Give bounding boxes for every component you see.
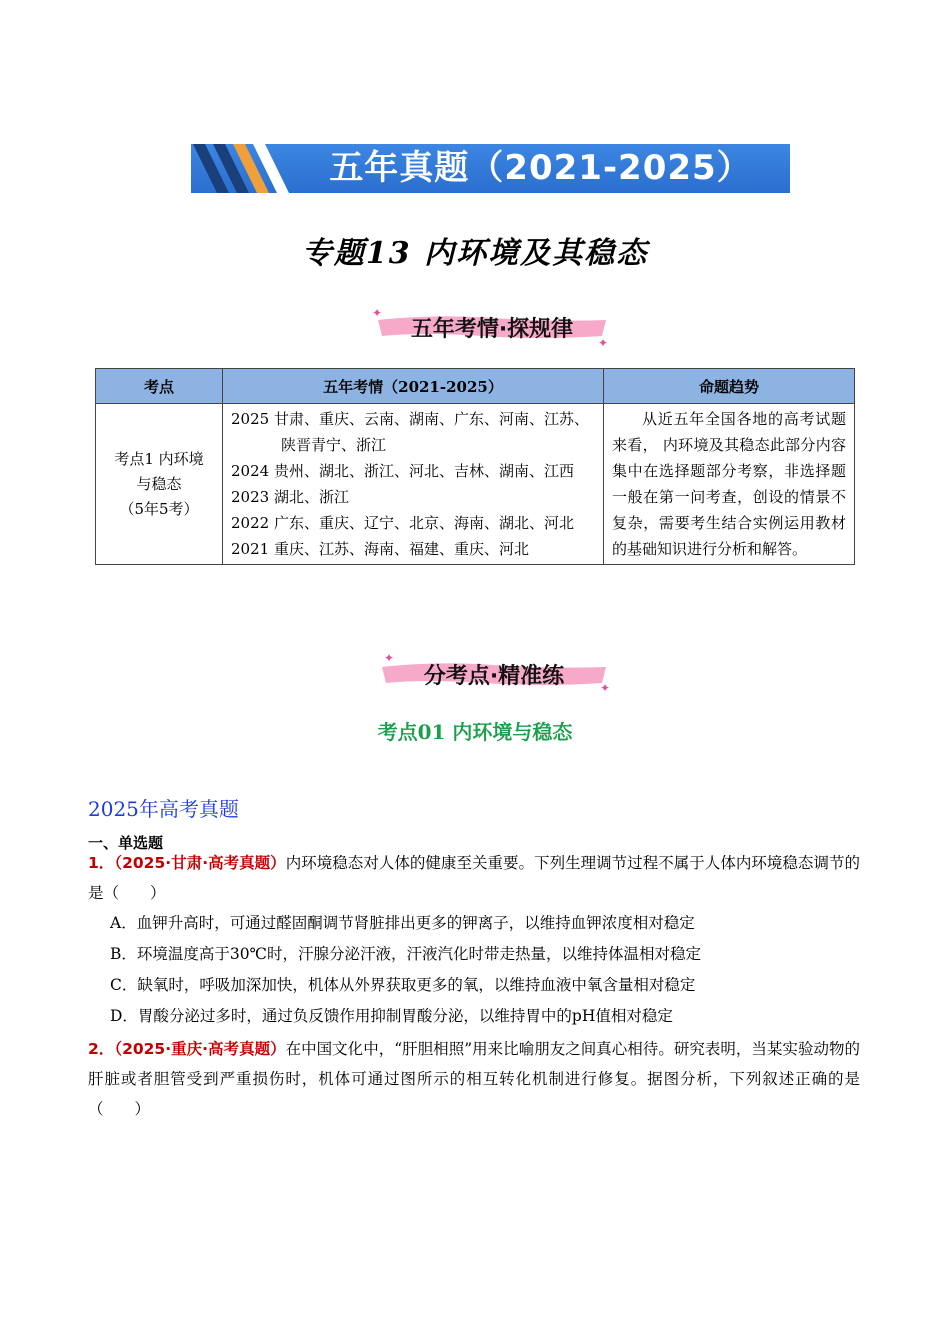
question-source: （2025·甘肃·高考真题） [114, 854, 286, 872]
banner-title: 五年真题（2021-2025） [329, 148, 752, 188]
sparkle-icon: ✦ [599, 681, 610, 695]
year-entry: 2021 重庆、江苏、海南、福建、重庆、河北 [231, 540, 529, 558]
trend-text: 从近五年全国各地的高考试题来看， 内环境及其稳态此部分内容集中在选择题部分考察，非选择题一般在第一问考查，创设的情景不复杂，需要考生结合实例运用教材的基础知识进行分析和解答。 [612, 410, 846, 558]
sparkle-icon: ✦ [597, 336, 608, 350]
question-number: 1． [88, 854, 115, 872]
question-2 [88, 1034, 860, 1124]
year-entry: 2023 湖北、浙江 [231, 488, 349, 506]
kaodian-line: 与稳态 [136, 474, 182, 493]
option-a: A．血钾升高时，可通过醛固酮调节肾脏排出更多的钾离子，以维持血钾浓度相对稳定 [110, 914, 695, 932]
year-entry: 2022 广东、重庆、辽宁、北京、海南、湖北、河北 [231, 514, 574, 532]
option-d: D．胃酸分泌过多时，通过负反馈作用抑制胃酸分泌，以维持胃中的pH值相对稳定 [110, 1007, 673, 1025]
question-stem: 在中国文化中，“肝胆相照”用来比喻朋友之间真心相待。研究表明，当某实验动物的肝脏或者胆管受到严重损伤时，机体可通过图所示的相互转化机制进行修复。据图分析，下列叙述正确的是（ ） [88, 1040, 860, 1118]
question-source: （2025·重庆·高考真题） [114, 1040, 286, 1058]
header-kaodian: 考点 [96, 369, 223, 404]
year-heading: 2025年高考真题 [88, 797, 239, 821]
table-row [96, 404, 855, 565]
top-banner [191, 144, 790, 193]
exam-stats-table [95, 368, 855, 565]
question-type: 一、单选题 [88, 834, 164, 852]
kaodian-cell [96, 404, 223, 565]
stats-badge [372, 308, 612, 348]
year-entry: 2025 甘肃、重庆、云南、湖南、广东、河南、江苏、陕晋青宁、浙江 [231, 410, 589, 454]
option-b: B．环境温度高于30℃时，汗腺分泌汗液，汗液汽化时带走热量，以维持体温相对稳定 [110, 945, 701, 963]
sparkle-icon: ✦ [372, 306, 383, 320]
question-stem: 内环境稳态对人体的健康至关重要。下列生理调节过程不属于人体内环境稳态调节的是（ ） [88, 854, 860, 902]
sparkle-icon: ✦ [384, 651, 395, 665]
question-number: 2． [88, 1040, 115, 1058]
stats-badge-label: 五年考情·探规律 [410, 317, 574, 342]
trend-cell [604, 404, 855, 565]
question-1 [88, 848, 860, 908]
year-entry: 2024 贵州、湖北、浙江、河北、吉林、湖南、江西 [231, 462, 574, 480]
page-title: 专题13 内环境及其稳态 [301, 236, 649, 271]
option-c: C．缺氧时，呼吸加深加快，机体从外界获取更多的氧，以维持血液中氧含量相对稳定 [110, 976, 696, 994]
header-trend: 命题趋势 [604, 369, 855, 404]
table-header-row [96, 369, 855, 404]
practice-badge [376, 651, 612, 695]
kaodian-line: （5年5考） [119, 499, 199, 518]
section-title: 考点01 内环境与稳态 [377, 720, 573, 744]
years-cell [223, 404, 604, 565]
banner-stripes-icon [191, 144, 301, 193]
kaodian-line: 考点1 内环境 [114, 449, 204, 468]
header-years: 五年考情（2021-2025） [223, 369, 604, 404]
practice-badge-label: 分考点·精准练 [423, 664, 565, 689]
